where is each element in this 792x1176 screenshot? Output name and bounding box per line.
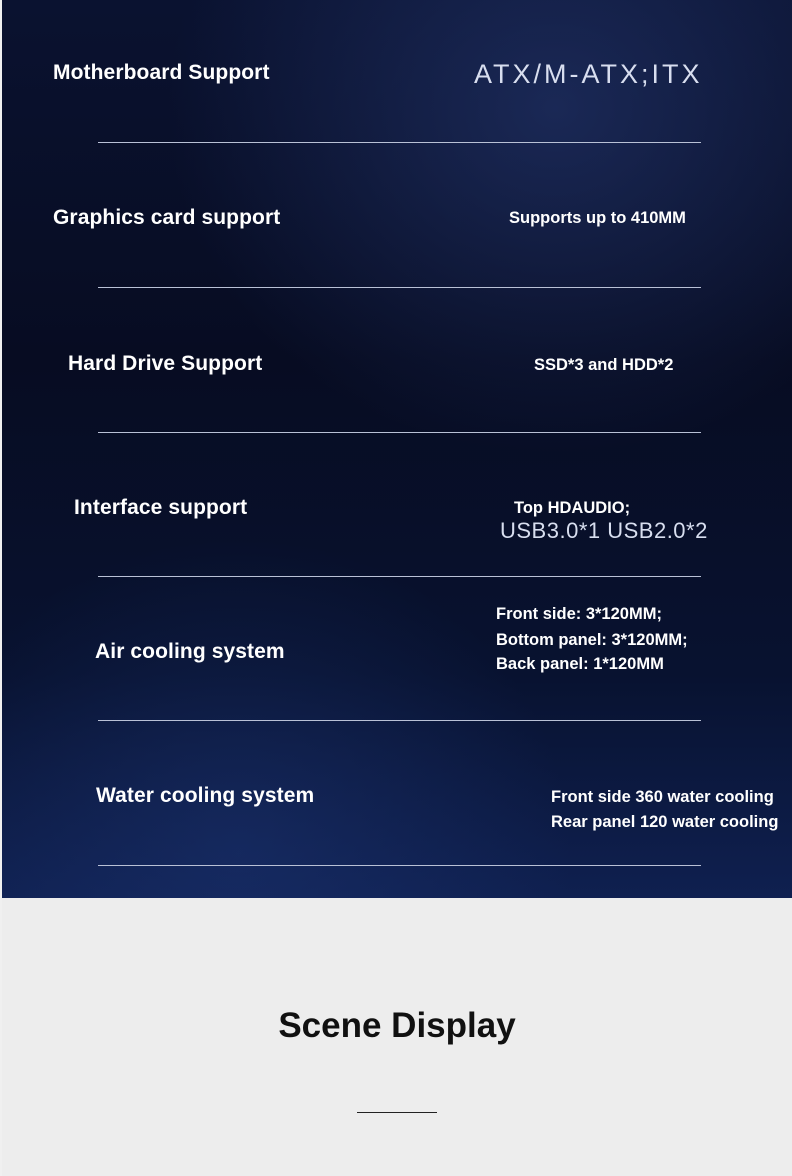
spec-value-air-cooling-line-1: Front side: 3*120MM;: [496, 605, 662, 623]
spec-value-interface-line-1: Top HDAUDIO;: [514, 499, 631, 517]
spec-label-interface: Interface support: [74, 496, 248, 519]
spec-value-air-cooling-line-2: Bottom panel: 3*120MM;: [496, 631, 688, 649]
specifications-panel: [2, 0, 792, 898]
spec-label-air-cooling: Air cooling system: [95, 640, 285, 663]
divider: [98, 142, 701, 143]
divider: [98, 720, 701, 721]
spec-label-water-cooling: Water cooling system: [96, 784, 315, 807]
spec-label-motherboard: Motherboard Support: [53, 61, 270, 84]
spec-value-air-cooling-line-3: Back panel: 1*120MM: [496, 655, 664, 673]
spec-value-water-cooling-line-1: Front side 360 water cooling: [551, 788, 774, 806]
divider: [98, 287, 701, 288]
section-title: Scene Display: [278, 1006, 516, 1045]
divider: [98, 865, 701, 866]
divider: [98, 432, 701, 433]
spec-value-water-cooling-line-2: Rear panel 120 water cooling: [551, 813, 779, 831]
scene-display-section: [2, 898, 792, 1176]
spec-value-graphics-card: Supports up to 410MM: [509, 209, 686, 227]
divider: [98, 576, 701, 577]
title-underline: [357, 1112, 437, 1113]
spec-label-hard-drive: Hard Drive Support: [68, 352, 263, 375]
spec-label-graphics-card: Graphics card support: [53, 206, 281, 229]
spec-value-motherboard: ATX/M-ATX;ITX: [474, 59, 703, 89]
spec-value-interface-line-2: USB3.0*1 USB2.0*2: [500, 518, 708, 543]
spec-value-hard-drive: SSD*3 and HDD*2: [534, 356, 674, 374]
